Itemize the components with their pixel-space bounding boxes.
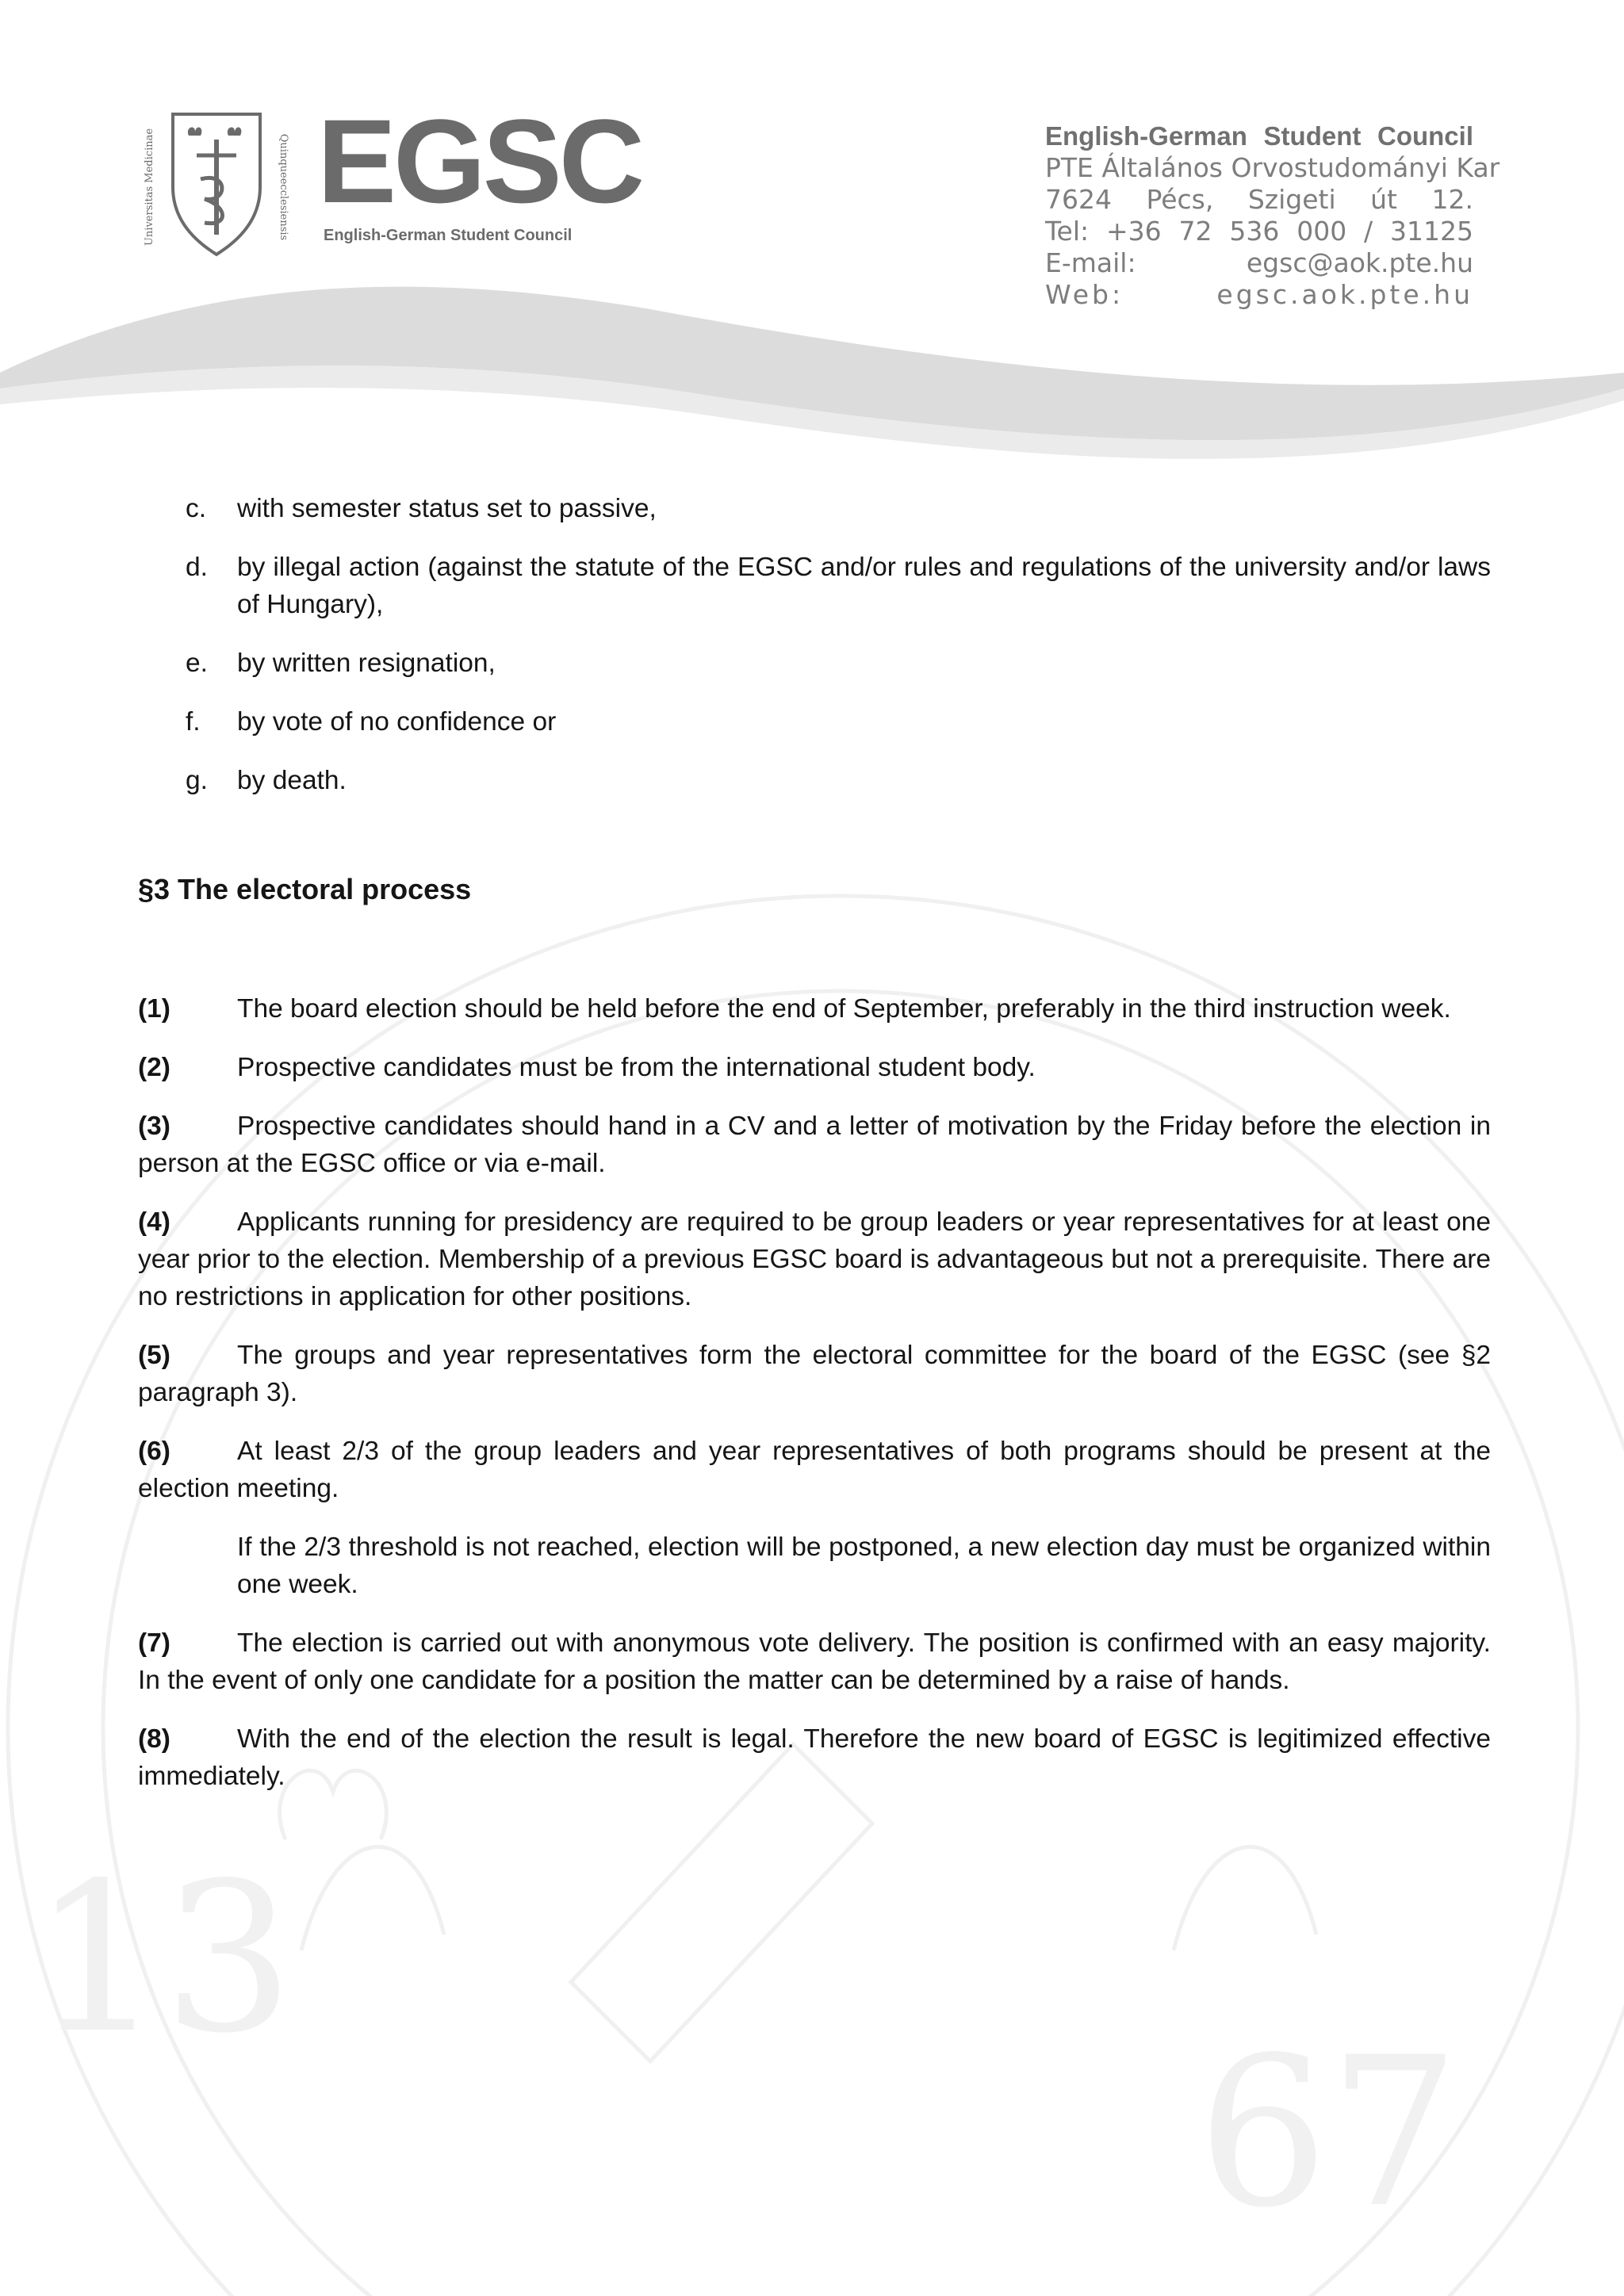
paragraph-number: (4) bbox=[138, 1207, 170, 1237]
paragraph-number: (3) bbox=[138, 1112, 170, 1141]
logo-subtitle: English-German Student Council bbox=[324, 227, 573, 244]
paragraph-text: At least 2/3 of the group leaders and year representatives of both programs should be present at the election meeting. bbox=[138, 1437, 1491, 1503]
list-item bbox=[138, 703, 1491, 740]
list-text: by written resignation, bbox=[237, 649, 496, 678]
crest-inscription-right: Quinqueecclesiensis bbox=[278, 133, 289, 241]
egsc-crest-logo bbox=[141, 108, 292, 266]
paragraph-number: (1) bbox=[138, 994, 170, 1024]
paragraph-note: If the 2/3 threshold is not reached, election will be postponed, a new election day must be organized within one week. bbox=[237, 1533, 1491, 1599]
contact-web-link[interactable]: egsc.aok.pte.hu bbox=[1216, 279, 1473, 310]
paragraph-number: (6) bbox=[138, 1437, 170, 1466]
paragraph bbox=[138, 1337, 1491, 1411]
paragraph bbox=[138, 990, 1491, 1027]
paragraph-number: (8) bbox=[138, 1724, 170, 1754]
paragraph bbox=[138, 1720, 1491, 1795]
crest-icon bbox=[141, 108, 292, 266]
list-marker: f. bbox=[186, 707, 201, 737]
paragraph-text: Prospective candidates should hand in a CV and a letter of motivation by the Friday before the election in person at the EGSC office or via e-mail. bbox=[138, 1112, 1491, 1178]
list-marker: d. bbox=[186, 553, 208, 582]
list-text: by death. bbox=[237, 766, 347, 795]
paragraph-text: The election is carried out with anonymous vote delivery. The position is confirmed with an easy majority. In the event of only one candidate for a position the matter can be determined by a raise of hands. bbox=[138, 1628, 1491, 1695]
contact-web-label: Web: bbox=[1045, 279, 1124, 310]
list-marker: c. bbox=[186, 494, 207, 523]
paragraph-number: (7) bbox=[138, 1628, 170, 1658]
paragraph-text: The groups and year representatives form the electoral committee for the board of the EGSC (see §2 paragraph 3). bbox=[138, 1341, 1491, 1407]
contact-address: 7624 Pécs, Szigeti út 12. bbox=[1045, 184, 1473, 215]
crest-inscription-left: Universitas Medicinae bbox=[144, 128, 155, 247]
paragraph-text: Prospective candidates must be from the international student body. bbox=[237, 1053, 1036, 1082]
paragraph bbox=[138, 1203, 1491, 1315]
logo-text: EGSC bbox=[317, 94, 642, 228]
paragraph-number: (2) bbox=[138, 1053, 170, 1082]
list-marker: e. bbox=[186, 649, 208, 678]
watermark-right-digits: 67 bbox=[1197, 2014, 1460, 2253]
list-item bbox=[138, 762, 1491, 799]
list-text: by illegal action (against the statute of the EGSC and/or rules and regulations of the university and/or laws of Hungary), bbox=[237, 553, 1491, 619]
paragraph-text: With the end of the election the result is legal. Therefore the new board of EGSC is legitimized effective immediately. bbox=[138, 1724, 1491, 1791]
list-marker: g. bbox=[186, 766, 208, 795]
paragraph-number: (5) bbox=[138, 1341, 170, 1370]
contact-org: English-German Student Council bbox=[1045, 121, 1473, 151]
contact-faculty: PTE Általános Orvostudományi Kar bbox=[1045, 152, 1500, 183]
document-body bbox=[138, 490, 1491, 1816]
list-text: by vote of no confidence or bbox=[237, 707, 557, 737]
contact-web-row bbox=[1045, 279, 1473, 311]
watermark-left-digits: 13 bbox=[32, 1839, 294, 2079]
list-item bbox=[138, 645, 1491, 682]
list-text: with semester status set to passive, bbox=[237, 494, 657, 523]
paragraph bbox=[138, 1049, 1491, 1086]
egsc-wordmark bbox=[317, 94, 642, 245]
paragraph-text: Applicants running for presidency are required to be group leaders or year representatives for at least one year prior to the election. Membership of a previous EGSC board is advantageous but not a prerequisite. There are no restrictions in application for other positions. bbox=[138, 1207, 1491, 1311]
paragraph-text: The board election should be held before the end of September, preferably in the third instruction week. bbox=[237, 994, 1451, 1024]
list-item bbox=[138, 490, 1491, 527]
paragraph bbox=[138, 1624, 1491, 1699]
contact-block bbox=[1045, 121, 1500, 311]
section-heading: §3 The electoral process bbox=[138, 873, 472, 905]
list-item bbox=[138, 549, 1491, 623]
paragraph bbox=[138, 1108, 1491, 1182]
paragraph bbox=[138, 1433, 1491, 1507]
contact-tel: Tel: +36 72 536 000 / 31125 bbox=[1045, 216, 1473, 247]
contact-email[interactable]: E-mail: egsc@aok.pte.hu bbox=[1045, 247, 1473, 278]
